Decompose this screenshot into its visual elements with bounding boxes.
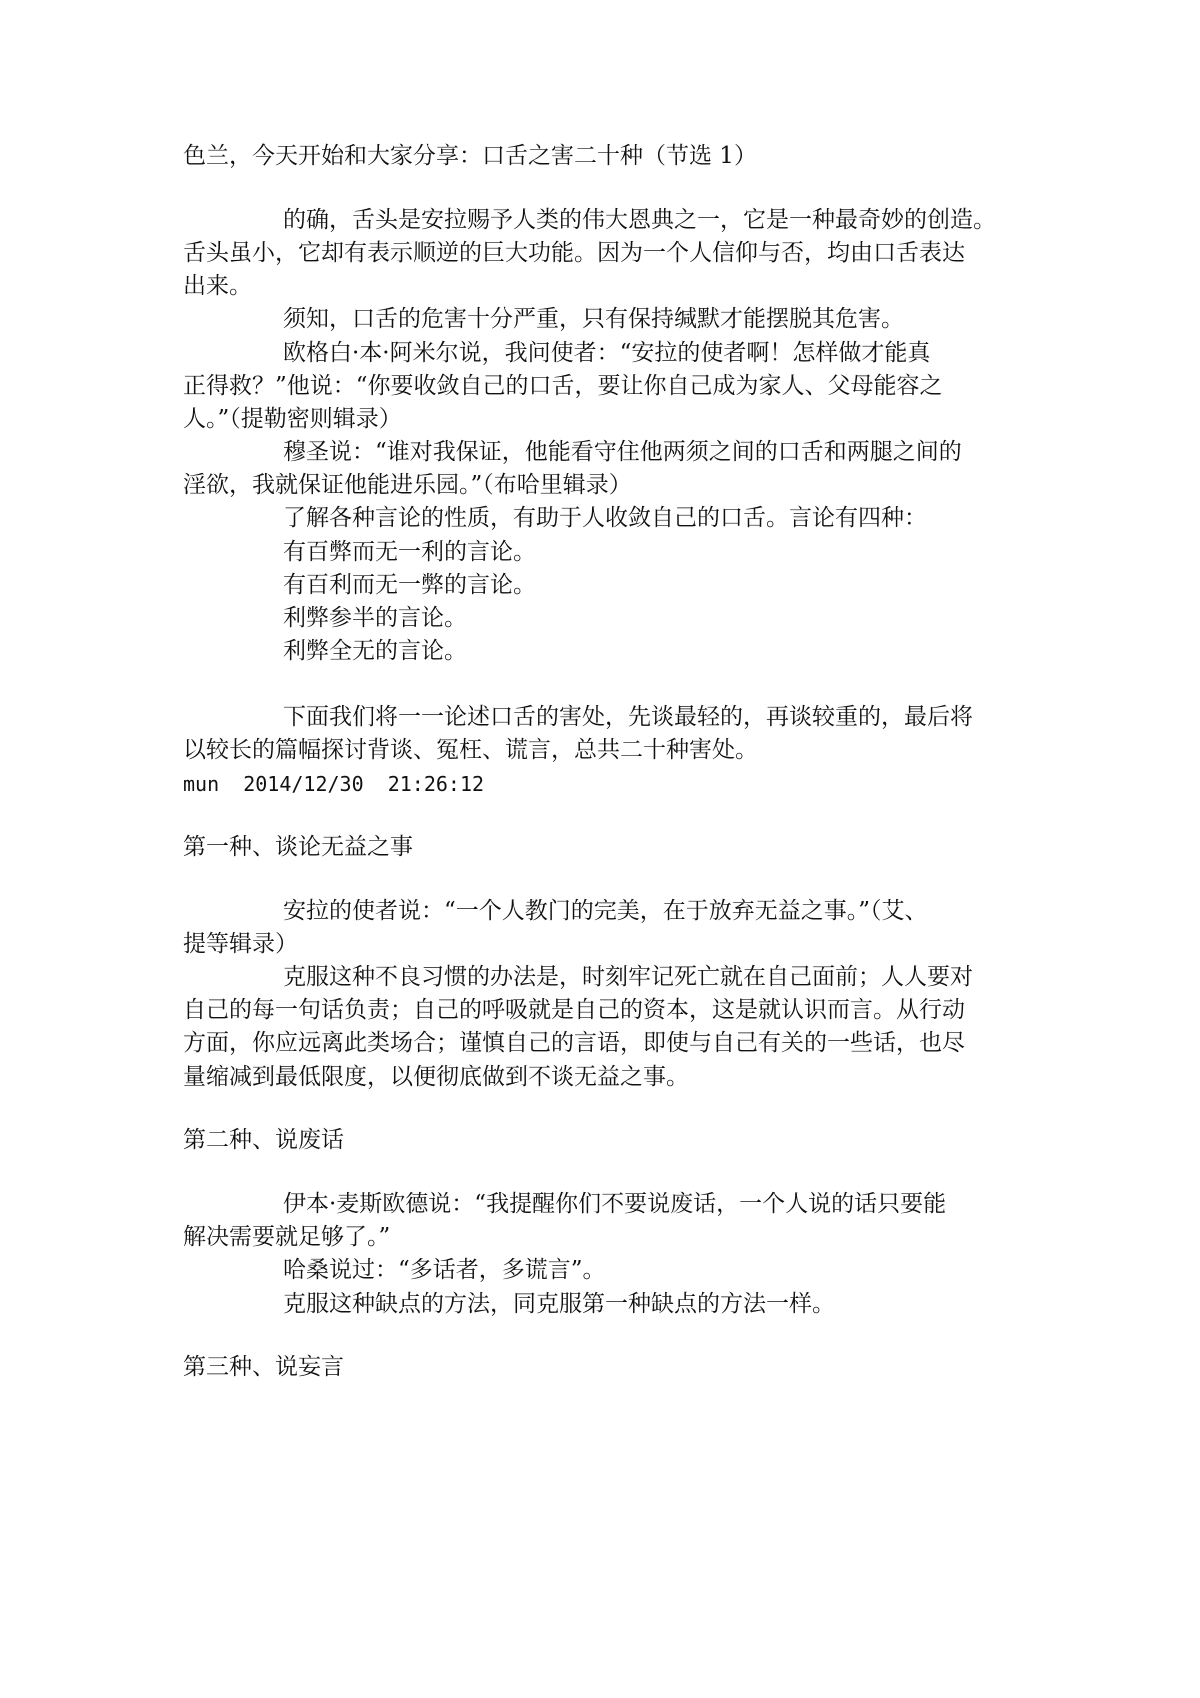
intro-line: 色兰，今天开始和大家分享：口舌之害二十种（节选 1） <box>183 143 757 169</box>
section-body-line: 哈桑说过：“多话者，多谎言”。 <box>283 1257 606 1283</box>
section-title: 第二种、说废话 <box>183 1127 344 1153</box>
section-body-line: 安拉的使者说：“一个人教门的完美，在于放弃无益之事。”（艾、 <box>283 898 928 924</box>
speech-type-item: 利弊全无的言论。 <box>283 638 467 664</box>
overview-line: 下面我们将一一论述口舌的害处，先谈最轻的，再谈较重的，最后将 <box>283 704 973 730</box>
preface-line: 须知，口舌的危害十分严重，只有保持缄默才能摆脱其危害。 <box>283 306 904 332</box>
section-body-line: 解决需要就足够了。” <box>183 1224 391 1250</box>
post-meta: mun 2014/12/30 21:26:12 <box>183 772 485 796</box>
preface-line: 舌头虽小，它却有表示顺逆的巨大功能。因为一个人信仰与否，均由口舌表达 <box>183 240 965 266</box>
section-body-line: 提等辑录） <box>183 931 298 957</box>
section-body-line: 克服这种缺点的方法，同克服第一种缺点的方法一样。 <box>283 1291 835 1317</box>
preface-line: 欧格白·本·阿米尔说，我问使者：“安拉的使者啊！怎样做才能真 <box>283 340 931 366</box>
preface-line: 淫欲，我就保证他能进乐园。”（布哈里辑录） <box>183 472 632 498</box>
preface-line: 穆圣说：“谁对我保证，他能看守住他两须之间的口舌和两腿之间的 <box>283 439 962 465</box>
section-title: 第一种、谈论无益之事 <box>183 834 413 860</box>
section-body-line: 方面，你应远离此类场合；谨慎自己的言语，即使与自己有关的一些话，也尽 <box>183 1030 965 1056</box>
section-body-line: 克服这种不良习惯的办法是，时刻牢记死亡就在自己面前；人人要对 <box>283 964 973 990</box>
section-title: 第三种、说妄言 <box>183 1354 344 1380</box>
overview-line: 以较长的篇幅探讨背谈、冤枉、谎言，总共二十种害处。 <box>183 737 758 763</box>
speech-type-item: 有百弊而无一利的言论。 <box>283 539 536 565</box>
preface-line: 了解各种言论的性质，有助于人收敛自己的口舌。言论有四种： <box>283 505 927 531</box>
preface-line: 的确，舌头是安拉赐予人类的伟大恩典之一，它是一种最奇妙的创造。 <box>283 207 996 233</box>
speech-type-item: 利弊参半的言论。 <box>283 605 467 631</box>
preface-line: 人。”（提勒密则辑录） <box>183 406 402 432</box>
section-body-line: 伊本·麦斯欧德说：“我提醒你们不要说废话，一个人说的话只要能 <box>283 1191 947 1217</box>
preface-line: 正得救？”他说：“你要收敛自己的口舌，要让你自己成为家人、父母能容之 <box>183 373 943 399</box>
speech-type-item: 有百利而无一弊的言论。 <box>283 572 536 598</box>
preface-line: 出来。 <box>183 273 252 299</box>
section-body-line: 量缩减到最低限度，以便彻底做到不谈无益之事。 <box>183 1064 689 1090</box>
section-body-line: 自己的每一句话负责；自己的呼吸就是自己的资本，这是就认识而言。从行动 <box>183 997 965 1023</box>
